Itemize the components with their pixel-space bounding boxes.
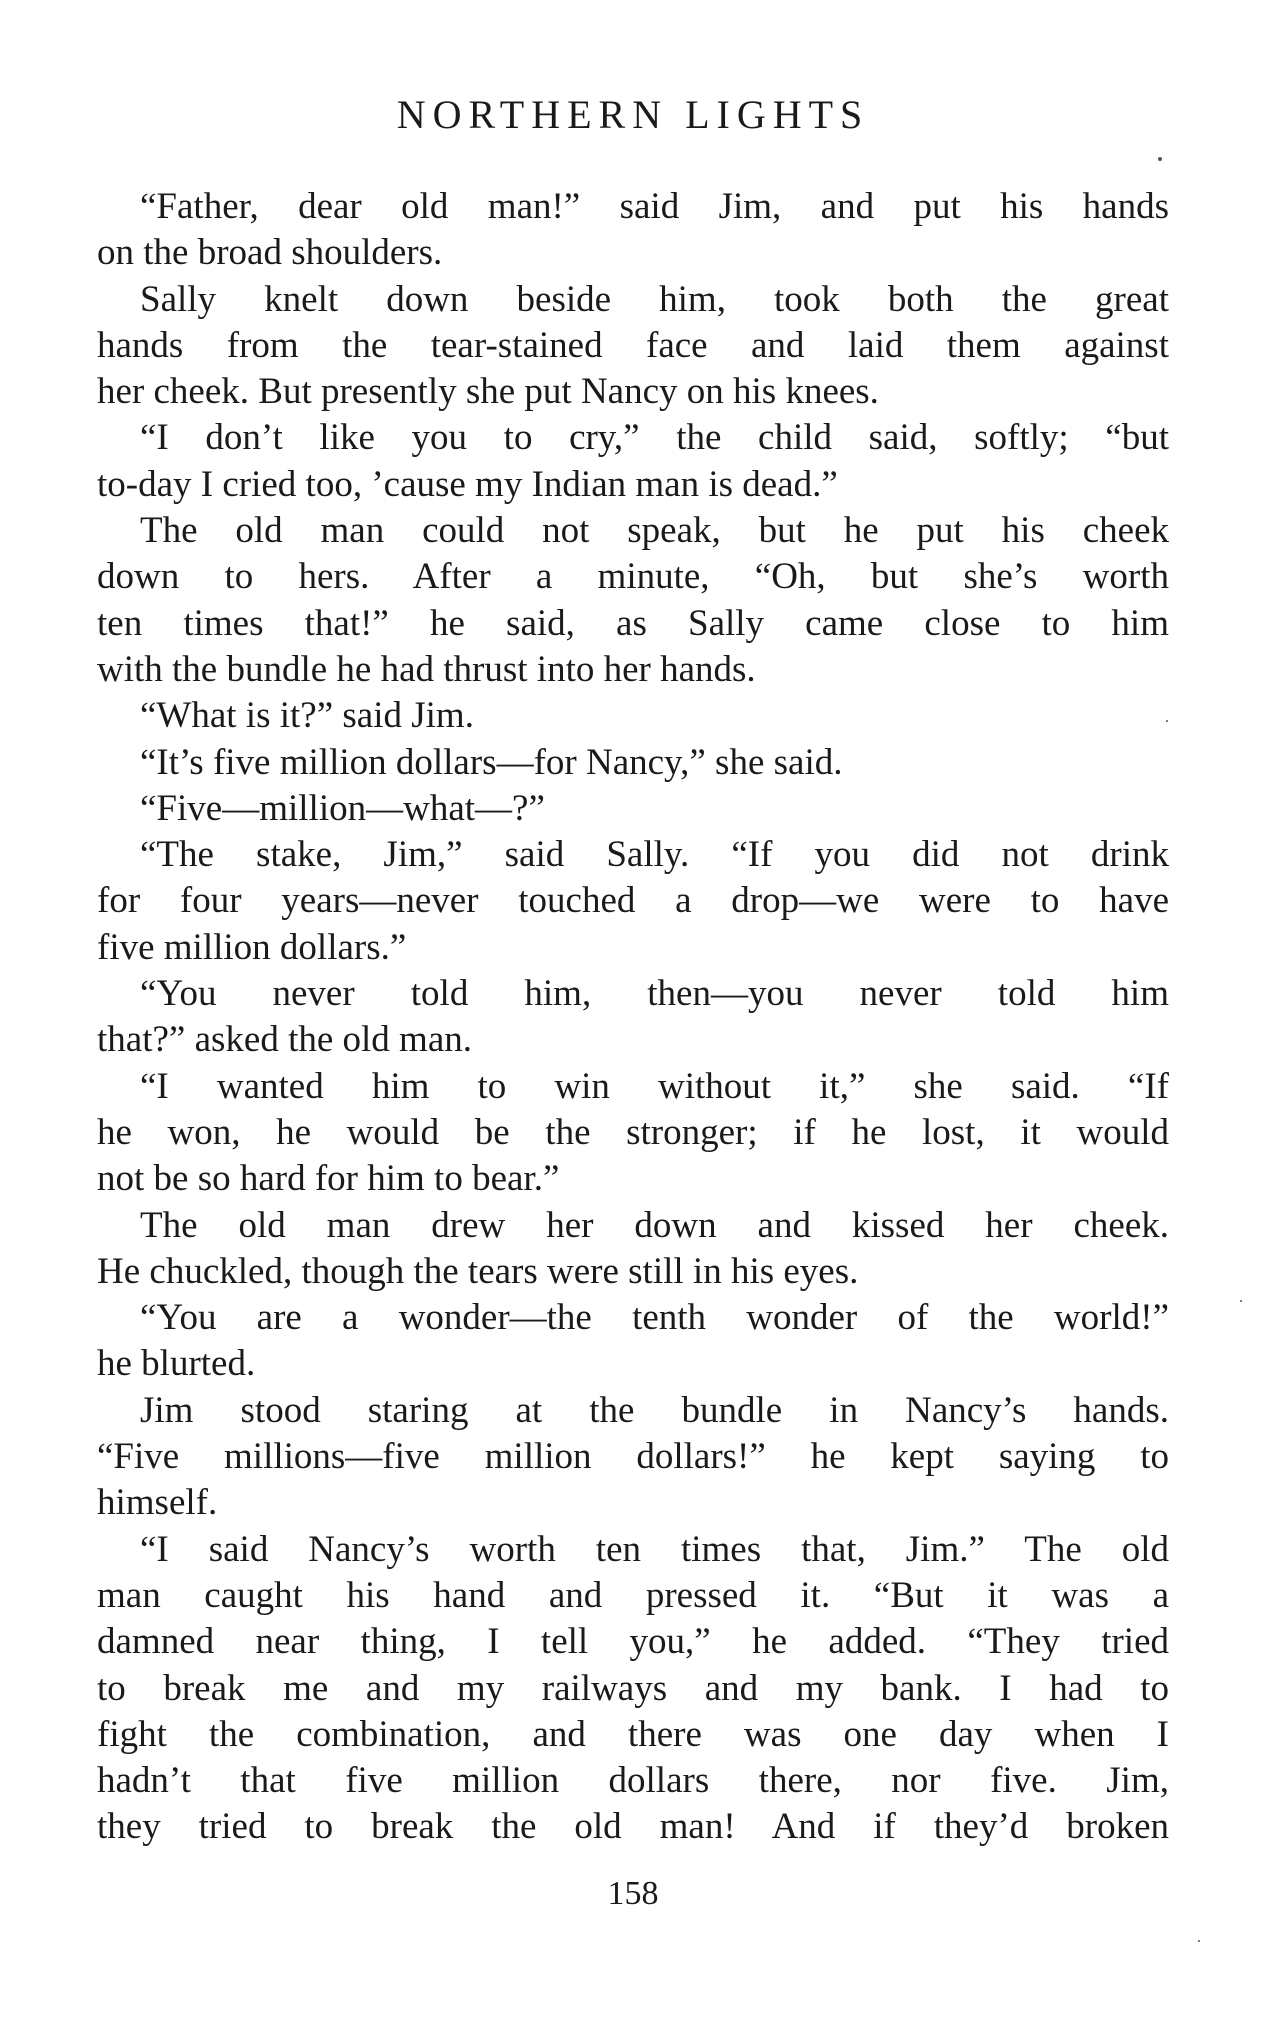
- text-line: hadn’t that five million dollars there, nor five. Jim,: [97, 1760, 1169, 1802]
- text-line: The old man could not speak, but he put his cheek: [140, 510, 1169, 552]
- text-line: Jim stood staring at the bundle in Nancy’s hands.: [140, 1389, 1169, 1431]
- text-line: “Father, dear old man!” said Jim, and put his hands: [140, 186, 1169, 227]
- text-line: He chuckled, though the tears were still in his eyes.: [97, 1250, 859, 1292]
- text-line: “What is it?” said Jim.: [140, 695, 474, 737]
- text-line: five million dollars.”: [97, 926, 407, 968]
- text-line: “You never told him, then—you never told him: [140, 973, 1169, 1015]
- text-line: “I don’t like you to cry,” the child said, softly; “but: [140, 417, 1169, 459]
- text-line: “Five—million—what—?”: [140, 787, 545, 829]
- text-line: “The stake, Jim,” said Sally. “If you did not drink: [140, 834, 1169, 876]
- text-line: ten times that!” he said, as Sally came close to him: [97, 602, 1169, 644]
- text-line: man caught his hand and pressed it. “But it was a: [97, 1574, 1169, 1616]
- text-line: to-day I cried too, ’cause my Indian man is dead.”: [97, 463, 838, 505]
- text-line: Sally knelt down beside him, took both the great: [140, 278, 1169, 320]
- text-line: himself.: [97, 1482, 218, 1524]
- text-line: to break me and my railways and my bank. I had to: [97, 1667, 1169, 1709]
- print-speck: [1158, 157, 1162, 161]
- text-line: that?” asked the old man.: [97, 1019, 473, 1061]
- text-line: for four years—never touched a drop—we were to have: [97, 880, 1169, 922]
- text-line: her cheek. But presently she put Nancy on his knees.: [97, 371, 879, 413]
- text-line: with the bundle he had thrust into her hands.: [97, 648, 756, 690]
- page-number: 158: [607, 1875, 659, 1912]
- print-speck: [1240, 1300, 1242, 1302]
- text-line: not be so hard for him to bear.”: [97, 1158, 560, 1200]
- page-body-text: [97, 184, 1169, 1851]
- text-line: The old man drew her down and kissed her cheek.: [140, 1204, 1169, 1246]
- text-line: he won, he would be the stronger; if he lost, it would: [97, 1111, 1169, 1153]
- text-line: he blurted.: [97, 1343, 256, 1385]
- text-line: down to hers. After a minute, “Oh, but she’s worth: [97, 556, 1169, 598]
- text-line: “I said Nancy’s worth ten times that, Jim.” The old: [140, 1528, 1169, 1570]
- running-head: NORTHERN LIGHTS: [396, 92, 870, 137]
- text-line: they tried to break the old man! And if they’d broken: [97, 1806, 1169, 1848]
- text-line: on the broad shoulders.: [97, 232, 443, 274]
- print-speck: [1166, 720, 1168, 722]
- text-line: “It’s five million dollars—for Nancy,” she said.: [140, 741, 843, 783]
- text-line: damned near thing, I tell you,” he added. “They tried: [97, 1621, 1169, 1663]
- text-line: “Five millions—five million dollars!” he kept saying to: [97, 1436, 1169, 1478]
- text-line: hands from the tear-stained face and laid them against: [97, 324, 1169, 366]
- text-line: fight the combination, and there was one day when I: [97, 1713, 1169, 1755]
- text-line: “I wanted him to win without it,” she said. “If: [140, 1065, 1169, 1107]
- print-speck: [1198, 1940, 1200, 1942]
- text-line: “You are a wonder—the tenth wonder of the world!”: [140, 1297, 1169, 1339]
